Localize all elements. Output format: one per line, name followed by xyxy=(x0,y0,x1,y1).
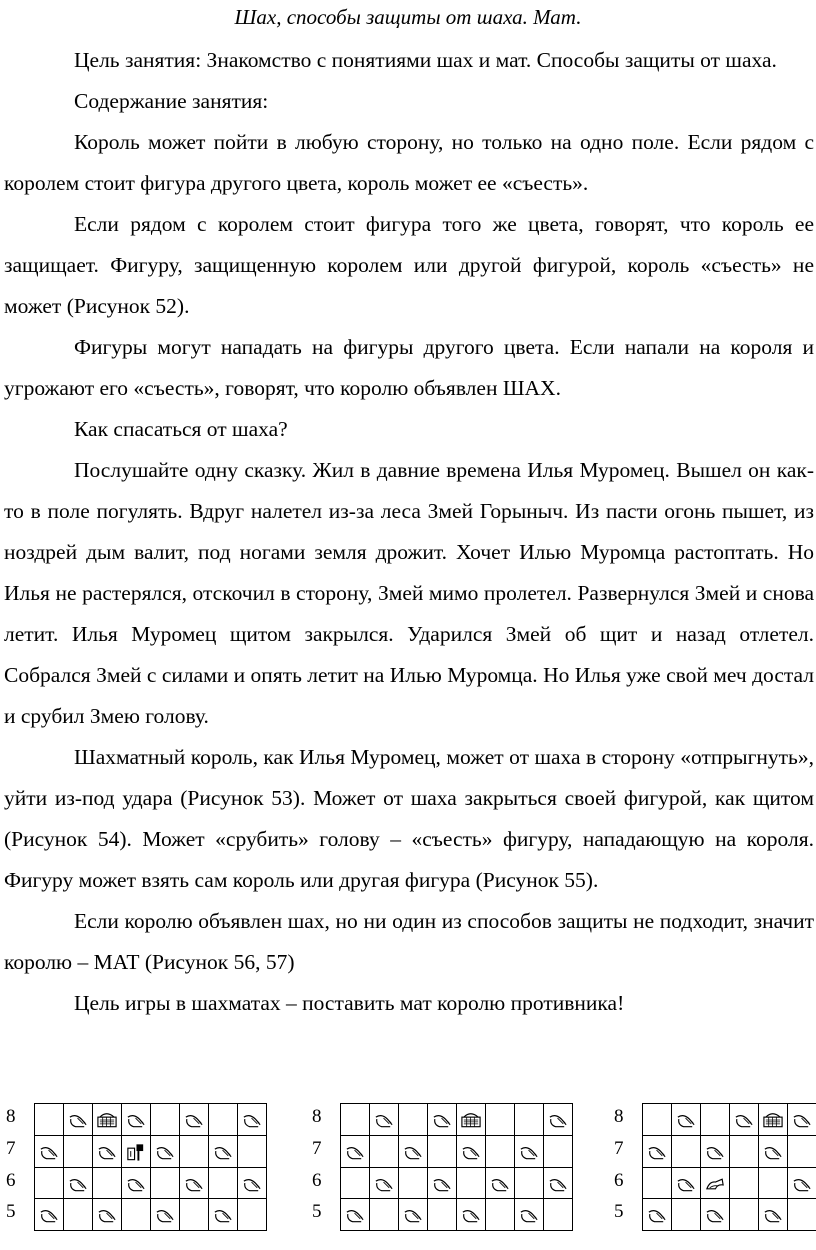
rank-label: 5 xyxy=(6,1201,16,1223)
board-square xyxy=(64,1104,93,1136)
dark-square-icon xyxy=(67,1173,89,1195)
board-square xyxy=(428,1168,457,1200)
rook-icon xyxy=(125,1141,147,1163)
board-square xyxy=(151,1136,180,1168)
board-square xyxy=(730,1199,759,1231)
dark-square-icon xyxy=(791,1109,813,1131)
board-square xyxy=(428,1136,457,1168)
dark-square-icon xyxy=(762,1204,784,1226)
paragraph-goal: Цель занятия: Знакомство с понятиями шах и мат. Способы защиты от шаха. xyxy=(74,48,777,72)
dark-square-icon xyxy=(733,1109,755,1131)
dark-square-icon xyxy=(154,1141,176,1163)
board-square xyxy=(788,1104,816,1136)
dark-square-icon xyxy=(241,1173,263,1195)
board-square xyxy=(428,1199,457,1231)
dark-square-icon xyxy=(762,1141,784,1163)
rank-label: 7 xyxy=(6,1137,16,1159)
dark-square-icon xyxy=(344,1204,366,1226)
rank-label: 8 xyxy=(312,1106,322,1127)
board-square xyxy=(457,1168,486,1200)
dark-square-icon xyxy=(431,1109,453,1131)
board-square xyxy=(370,1104,399,1136)
board-square xyxy=(515,1168,544,1200)
board-square xyxy=(643,1136,672,1168)
dark-square-icon xyxy=(125,1109,147,1131)
board-square xyxy=(701,1199,730,1231)
board-square xyxy=(515,1199,544,1231)
board-square xyxy=(209,1136,238,1168)
dark-square-icon xyxy=(547,1173,569,1195)
board-square xyxy=(151,1104,180,1136)
dark-square-icon xyxy=(460,1141,482,1163)
dark-square-icon xyxy=(96,1204,118,1226)
dark-square-icon xyxy=(241,1109,263,1131)
board-square xyxy=(370,1136,399,1168)
paragraph-king-moves: Король может пойти в любую сторону, но только на одно поле. Если рядом с королем стоит фигура другого цвета, король может ее «съесть». xyxy=(4,130,814,195)
rank-label: 7 xyxy=(312,1137,322,1159)
board-square xyxy=(672,1136,701,1168)
board-square xyxy=(64,1199,93,1231)
board-square xyxy=(672,1199,701,1231)
board-square xyxy=(122,1104,151,1136)
document-body xyxy=(4,40,814,1024)
dark-square-icon xyxy=(154,1204,176,1226)
rank-label: 5 xyxy=(614,1201,624,1223)
rank-label: 8 xyxy=(6,1106,16,1127)
board-square xyxy=(730,1136,759,1168)
board-square xyxy=(93,1168,122,1200)
dark-square-icon xyxy=(489,1173,511,1195)
dark-square-icon xyxy=(431,1173,453,1195)
dark-square-icon xyxy=(373,1173,395,1195)
board-square xyxy=(759,1199,788,1231)
board-grid xyxy=(642,1103,816,1231)
dark-square-icon xyxy=(646,1141,668,1163)
board-square xyxy=(486,1136,515,1168)
board-square xyxy=(238,1104,267,1136)
dark-square-icon xyxy=(675,1173,697,1195)
board-square xyxy=(209,1199,238,1231)
board-square xyxy=(759,1104,788,1136)
dark-square-icon xyxy=(344,1141,366,1163)
board-square xyxy=(759,1136,788,1168)
board-square xyxy=(341,1168,370,1200)
rank-labels xyxy=(312,1101,336,1228)
board-square xyxy=(35,1168,64,1200)
dark-square-icon xyxy=(518,1141,540,1163)
rank-labels xyxy=(614,1101,638,1228)
board-square xyxy=(93,1136,122,1168)
knight-icon xyxy=(704,1173,726,1195)
board-square xyxy=(457,1136,486,1168)
board-square xyxy=(93,1199,122,1231)
board-square xyxy=(672,1104,701,1136)
paragraph-tale: Послушайте одну сказку. Жил в давние времена Илья Муромец. Вышел он как-то в поле погулять. Вдруг налетел из-за леса Змей Горыныч. Из пасти огонь пышет, из ноздрей дым валит, под ногами земля дрожит. Хочет Илью Муромца растоптать. Но Илья не растерялся, отскочил в сторону, Змей мимо пролетел. Развернулся Змей и снова летит. Илья Муромец щитом закрылся. Ударился Змей об щит и назад отлетел. Собрался Змей с силами и опять летит на Илью Муромца. Но Илья уже свой меч достал и срубил Змею голову. xyxy=(4,458,814,728)
king-icon xyxy=(460,1109,482,1131)
board-square xyxy=(35,1136,64,1168)
board-square xyxy=(180,1104,209,1136)
rank-label: 7 xyxy=(614,1137,624,1159)
dark-square-icon xyxy=(460,1204,482,1226)
dark-square-icon xyxy=(402,1141,424,1163)
paragraph-content-heading: Содержание занятия: xyxy=(74,89,269,113)
board-square xyxy=(788,1199,816,1231)
board-square xyxy=(643,1199,672,1231)
dark-square-icon xyxy=(402,1204,424,1226)
board-square xyxy=(93,1104,122,1136)
board-square xyxy=(486,1199,515,1231)
board-square xyxy=(64,1136,93,1168)
board-square xyxy=(399,1168,428,1200)
board-square xyxy=(122,1199,151,1231)
paragraph-game-goal: Цель игры в шахматах – поставить мат королю противника! xyxy=(74,991,625,1015)
rank-label: 5 xyxy=(312,1201,322,1223)
board-square xyxy=(151,1168,180,1200)
board-square xyxy=(35,1104,64,1136)
rank-label: 6 xyxy=(312,1169,322,1191)
dark-square-icon xyxy=(96,1141,118,1163)
board-square xyxy=(151,1199,180,1231)
board-square xyxy=(370,1199,399,1231)
board-square xyxy=(341,1199,370,1231)
board-square xyxy=(35,1199,64,1231)
dark-square-icon xyxy=(183,1109,205,1131)
board-square xyxy=(180,1199,209,1231)
dark-square-icon xyxy=(373,1109,395,1131)
board-square xyxy=(238,1168,267,1200)
king-icon xyxy=(96,1109,118,1131)
dark-square-icon xyxy=(38,1204,60,1226)
dark-square-icon xyxy=(547,1109,569,1131)
board-square xyxy=(544,1168,573,1200)
board-square xyxy=(209,1168,238,1200)
dark-square-icon xyxy=(212,1204,234,1226)
board-square xyxy=(122,1168,151,1200)
board-square xyxy=(399,1136,428,1168)
board-square xyxy=(730,1104,759,1136)
board-square xyxy=(486,1104,515,1136)
dark-square-icon xyxy=(38,1141,60,1163)
dark-square-icon xyxy=(183,1173,205,1195)
board-square xyxy=(341,1104,370,1136)
board-square xyxy=(544,1136,573,1168)
rank-labels xyxy=(6,1101,30,1228)
rank-label: 6 xyxy=(614,1169,624,1191)
dark-square-icon xyxy=(791,1173,813,1195)
board-square xyxy=(399,1199,428,1231)
paragraph-king-protects: Если рядом с королем стоит фигура того же цвета, говорят, что король ее защищает. Фигуру, защищенную королем или другой фигурой, король «съесть» не может (Рисунок 52). xyxy=(4,212,814,318)
board-square xyxy=(544,1199,573,1231)
board-square xyxy=(759,1168,788,1200)
chess-diagrams xyxy=(0,1101,816,1231)
board-square xyxy=(180,1168,209,1200)
dark-square-icon xyxy=(125,1173,147,1195)
board-square xyxy=(238,1199,267,1231)
dark-square-icon xyxy=(704,1204,726,1226)
board-square xyxy=(180,1136,209,1168)
board-square xyxy=(701,1168,730,1200)
document-title: Шах, способы защиты от шаха. Мат. xyxy=(234,5,582,29)
board-grid xyxy=(340,1103,573,1231)
board-square xyxy=(457,1199,486,1231)
board-square xyxy=(457,1104,486,1136)
dark-square-icon xyxy=(675,1109,697,1131)
paragraph-check-definition: Фигуры могут нападать на фигуры другого цвета. Если напали на короля и угрожают его «съесть», говорят, что королю объявлен ШАХ. xyxy=(4,335,814,400)
dark-square-icon xyxy=(704,1141,726,1163)
rank-label: 8 xyxy=(614,1106,624,1127)
board-square xyxy=(486,1168,515,1200)
dark-square-icon xyxy=(646,1204,668,1226)
board-square xyxy=(643,1168,672,1200)
board-grid xyxy=(34,1103,267,1231)
board-square xyxy=(341,1136,370,1168)
dark-square-icon xyxy=(67,1109,89,1131)
board-square xyxy=(672,1168,701,1200)
dark-square-icon xyxy=(212,1141,234,1163)
dark-square-icon xyxy=(518,1204,540,1226)
board-square xyxy=(730,1168,759,1200)
board-square xyxy=(122,1136,151,1168)
board-square xyxy=(701,1104,730,1136)
board-square xyxy=(701,1136,730,1168)
paragraph-check-defenses: Шахматный король, как Илья Муромец, может от шаха в сторону «отпрыгнуть», уйти из-под удара (Рисунок 53). Может от шаха закрыться своей фигурой, как щитом (Рисунок 54). Может «срубить» голову – «съесть» фигуру, нападающую на короля. Фигуру может взять сам король или другая фигура (Рисунок 55). xyxy=(4,745,814,892)
board-square xyxy=(515,1136,544,1168)
board-square xyxy=(238,1136,267,1168)
board-square xyxy=(544,1104,573,1136)
rank-label: 6 xyxy=(6,1169,16,1191)
board-square xyxy=(788,1136,816,1168)
board-square xyxy=(515,1104,544,1136)
board-square xyxy=(428,1104,457,1136)
board-square xyxy=(64,1168,93,1200)
paragraph-mate: Если королю объявлен шах, но ни один из способов защиты не подходит, значит королю – МАТ (Рисунок 56, 57) xyxy=(4,909,814,974)
board-square xyxy=(370,1168,399,1200)
board-square xyxy=(643,1104,672,1136)
board-square xyxy=(209,1104,238,1136)
paragraph-question: Как спасаться от шаха? xyxy=(74,417,288,441)
board-square xyxy=(399,1104,428,1136)
king-icon xyxy=(762,1109,784,1131)
board-square xyxy=(788,1168,816,1200)
